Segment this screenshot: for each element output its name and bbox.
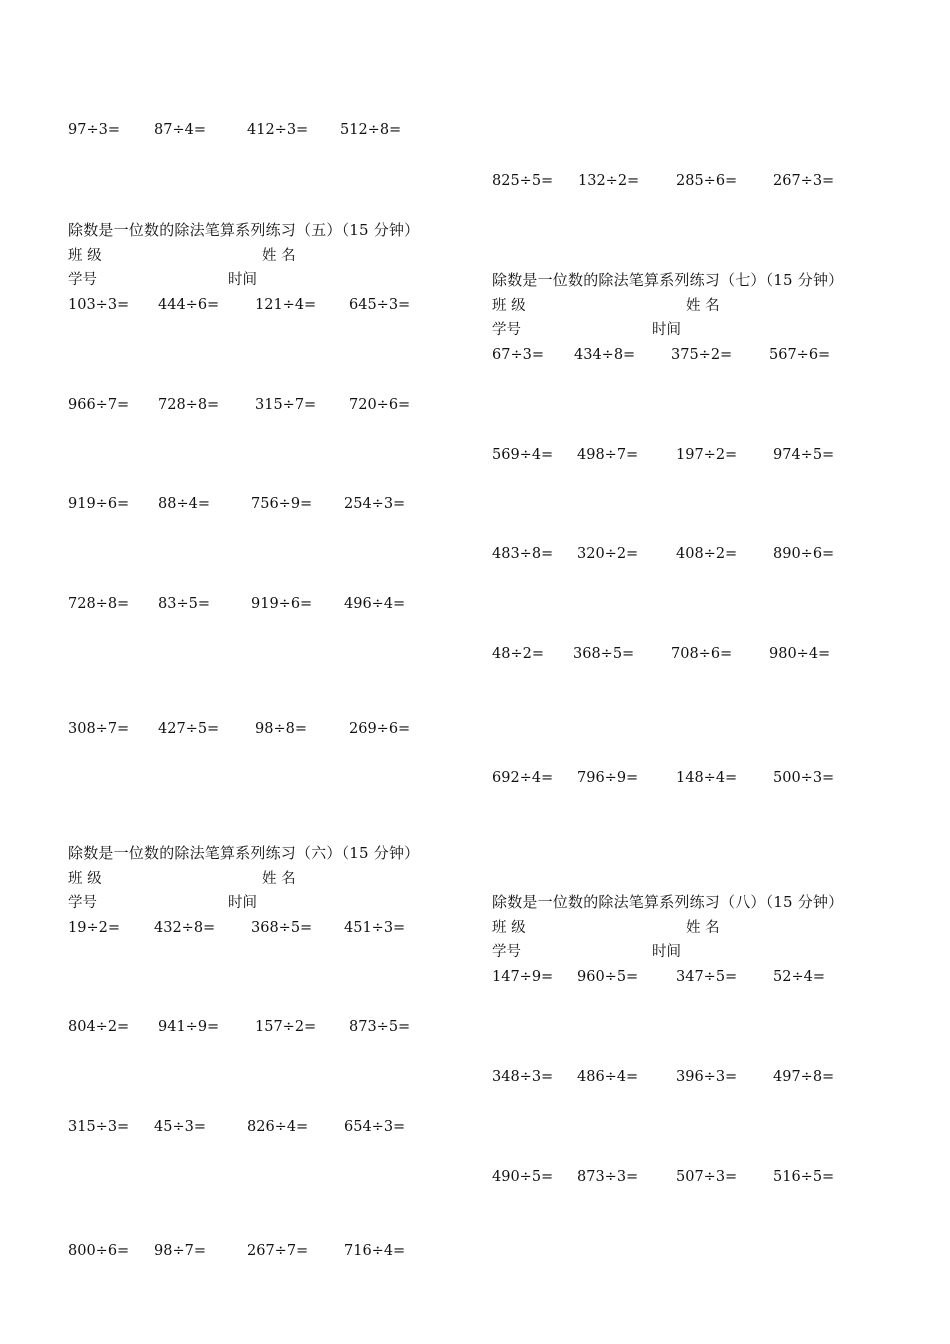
name-label: 姓 名 (262, 248, 296, 264)
problem: 873÷5= (349, 1019, 411, 1035)
problem: 427÷5= (158, 721, 220, 737)
problem: 147÷9= (492, 969, 554, 985)
problem: 121÷4= (255, 297, 317, 313)
problem: 396÷3= (676, 1069, 738, 1085)
problem: 980÷4= (769, 646, 831, 662)
worksheet-title: 除数是一位数的除法笔算系列练习（七）（15 分钟） (492, 271, 844, 289)
student-id-label: 学号 (492, 944, 521, 960)
problem: 434÷8= (574, 347, 636, 363)
problem: 919÷6= (68, 496, 130, 512)
problem: 974÷5= (773, 447, 835, 463)
problem: 873÷3= (577, 1169, 639, 1185)
problem: 720÷6= (349, 397, 411, 413)
student-id-label: 学号 (492, 322, 521, 338)
problem: 716÷4= (344, 1243, 406, 1259)
time-label: 时间 (652, 944, 681, 960)
problem: 83÷5= (158, 596, 210, 612)
problem: 567÷6= (769, 347, 831, 363)
problem: 98÷7= (154, 1243, 206, 1259)
class-label: 班 级 (68, 871, 102, 887)
problem: 516÷5= (773, 1169, 835, 1185)
problem: 315÷3= (68, 1119, 130, 1135)
problem: 569÷4= (492, 447, 554, 463)
time-label: 时间 (652, 322, 681, 338)
worksheet-title: 除数是一位数的除法笔算系列练习（八）（15 分钟） (492, 893, 844, 911)
name-label: 姓 名 (686, 920, 720, 936)
name-label: 姓 名 (686, 298, 720, 314)
student-id-label: 学号 (68, 895, 97, 911)
problem: 368÷5= (573, 646, 635, 662)
problem: 103÷3= (68, 297, 130, 313)
problem: 507÷3= (676, 1169, 738, 1185)
problem: 267÷3= (773, 173, 835, 189)
problem: 98÷8= (255, 721, 307, 737)
problem: 490÷5= (492, 1169, 554, 1185)
problem: 498÷7= (577, 447, 639, 463)
problem: 375÷2= (671, 347, 733, 363)
problem: 412÷3= (247, 122, 309, 138)
problem: 432÷8= (154, 920, 216, 936)
class-label: 班 级 (68, 248, 102, 264)
problem: 320÷2= (577, 546, 639, 562)
problem: 728÷8= (68, 596, 130, 612)
problem: 269÷6= (349, 721, 411, 737)
problem: 800÷6= (68, 1243, 130, 1259)
problem: 88÷4= (158, 496, 210, 512)
problem: 148÷4= (676, 770, 738, 786)
problem: 97÷3= (68, 122, 120, 138)
problem: 308÷7= (68, 721, 130, 737)
problem: 496÷4= (344, 596, 406, 612)
problem: 654÷3= (344, 1119, 406, 1135)
problem: 157÷2= (255, 1019, 317, 1035)
problem: 347÷5= (676, 969, 738, 985)
problem: 919÷6= (251, 596, 313, 612)
worksheet-title: 除数是一位数的除法笔算系列练习（五）（15 分钟） (68, 221, 420, 239)
problem: 48÷2= (492, 646, 544, 662)
problem: 512÷8= (340, 122, 402, 138)
problem: 285÷6= (676, 173, 738, 189)
problem: 826÷4= (247, 1119, 309, 1135)
worksheet-title: 除数是一位数的除法笔算系列练习（六）（15 分钟） (68, 844, 420, 862)
problem: 500÷3= (773, 770, 835, 786)
problem: 267÷7= (247, 1243, 309, 1259)
name-label: 姓 名 (262, 871, 296, 887)
time-label: 时间 (228, 895, 257, 911)
problem: 254÷3= (344, 496, 406, 512)
problem: 408÷2= (676, 546, 738, 562)
problem: 87÷4= (154, 122, 206, 138)
time-label: 时间 (228, 272, 257, 288)
problem: 444÷6= (158, 297, 220, 313)
problem: 483÷8= (492, 546, 554, 562)
problem: 692÷4= (492, 770, 554, 786)
problem: 67÷3= (492, 347, 544, 363)
problem: 804÷2= (68, 1019, 130, 1035)
problem: 368÷5= (251, 920, 313, 936)
problem: 486÷4= (577, 1069, 639, 1085)
problem: 52÷4= (773, 969, 825, 985)
class-label: 班 级 (492, 298, 526, 314)
problem: 966÷7= (68, 397, 130, 413)
problem: 497÷8= (773, 1069, 835, 1085)
problem: 756÷9= (251, 496, 313, 512)
problem: 645÷3= (349, 297, 411, 313)
problem: 941÷9= (158, 1019, 220, 1035)
problem: 315÷7= (255, 397, 317, 413)
student-id-label: 学号 (68, 272, 97, 288)
problem: 197÷2= (676, 447, 738, 463)
problem: 348÷3= (492, 1069, 554, 1085)
problem: 825÷5= (492, 173, 554, 189)
problem: 45÷3= (154, 1119, 206, 1135)
problem: 19÷2= (68, 920, 120, 936)
problem: 132÷2= (578, 173, 640, 189)
problem: 451÷3= (344, 920, 406, 936)
problem: 708÷6= (671, 646, 733, 662)
problem: 960÷5= (577, 969, 639, 985)
problem: 728÷8= (158, 397, 220, 413)
class-label: 班 级 (492, 920, 526, 936)
problem: 890÷6= (773, 546, 835, 562)
problem: 796÷9= (577, 770, 639, 786)
